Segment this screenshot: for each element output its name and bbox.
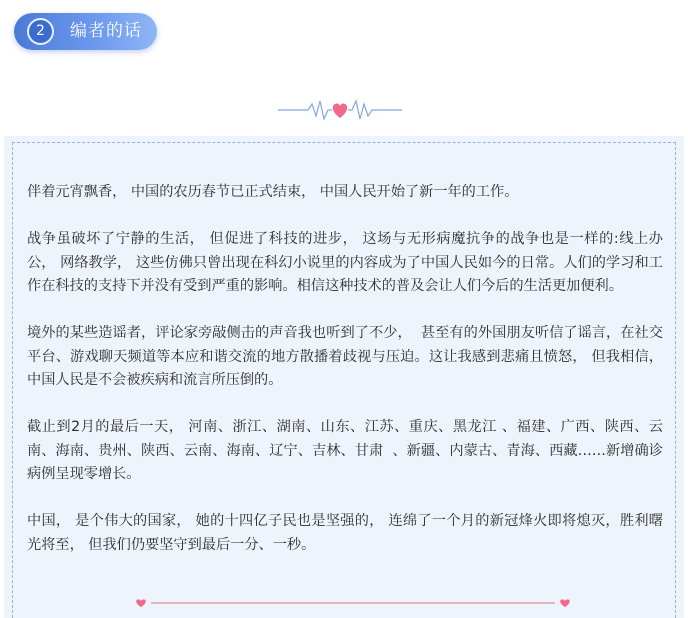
paragraph-5: 中国， 是个伟大的国家， 她的十四亿子民也是坚强的， 连绵了一个月的新冠烽火即将熄灭，胜利曙光将至， 但我们仍要坚守到最后一分、一秒。 [27,513,663,553]
section-header [14,13,157,50]
article-card [4,136,684,618]
heart-line-divider [133,595,573,611]
editor-note-article [27,181,668,581]
section-title: 编者的话 [70,21,142,41]
paragraph-3: 境外的某些造谣者，评论家旁敲侧击的声音我也听到了不少， 甚至有的外国朋友听信了谣言，在社交平台、游戏聊天频道等本应和谐交流的地方散播着歧视与压迫。这让我感到悲痛且愤怒， 但我相信， 中国人民是不会被疾病和流言所压倒的。 [27,325,668,388]
dashed-frame [12,142,676,618]
section-number-badge: 2 [27,18,54,45]
heartbeat-heart-icon [278,95,402,125]
paragraph-2: 战争虽破坏了宁静的生活， 但促进了科技的进步， 这场与无形病魔抗争的战争也是一样的:线上办公， 网络教学， 这些仿佛只曾出现在科幻小说里的内容成为了中国人民如今的日常。人们的学习和工作在科技的支持下并没有受到严重的影响。相信这种技术的普及会让人们今后的生活更加便利。 [27,231,663,294]
paragraph-1: 伴着元宵飘香， 中国的农历春节已正式结束， 中国人民开始了新一年的工作。 [27,184,519,200]
paragraph-4: 截止到2月的最后一天， 河南、浙江、湖南、山东、江苏、重庆、黑龙江 、福建、广西、陕西、云南、海南、贵州、陕西、云南、海南、辽宁、吉林、甘肃 、新疆、内蒙古、青海、西藏……新增确诊病例呈现零增长。 [27,419,663,482]
